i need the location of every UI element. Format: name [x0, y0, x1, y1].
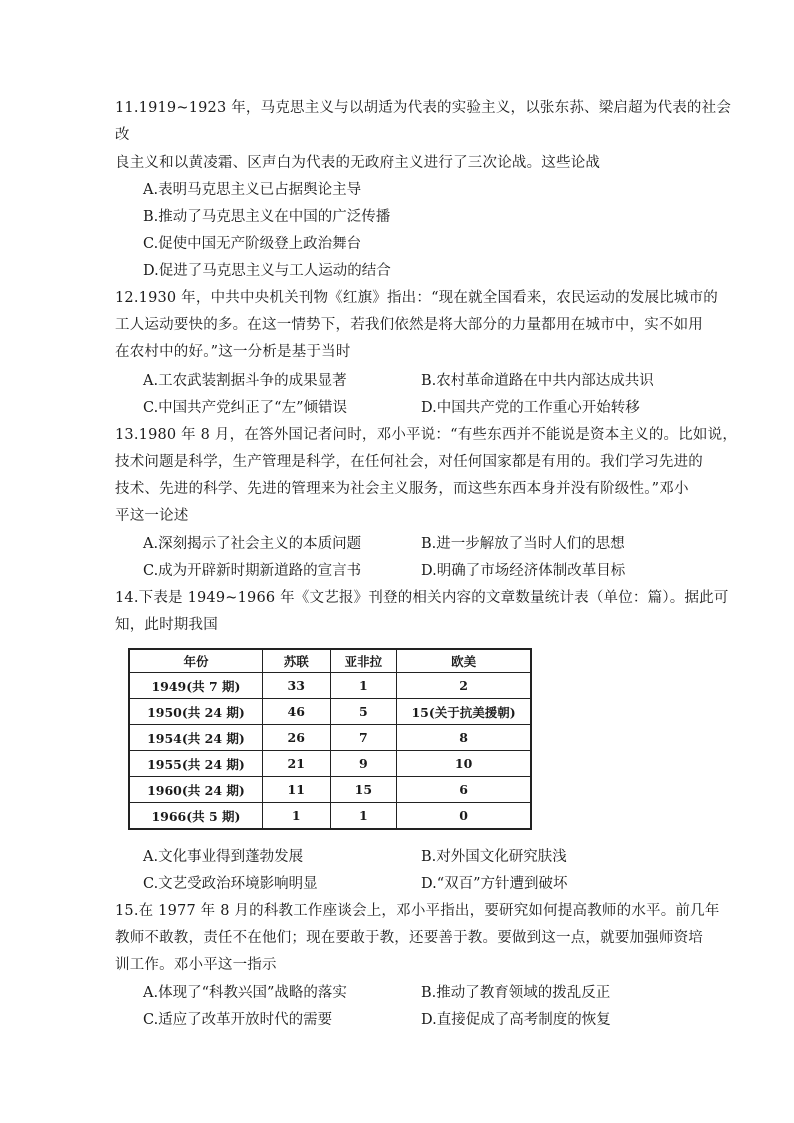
header-asia-africa-latam: 亚非拉 [330, 649, 397, 673]
cell-asia-africa-latam: 15 [330, 777, 397, 803]
cell-ussr: 46 [262, 699, 330, 725]
cell-year: 1954(共 24 期) [129, 725, 262, 751]
q12-option-d: D.中国共产党的工作重心开始转移 [421, 400, 640, 416]
table-row [129, 777, 531, 803]
q15-option-b: B.推动了教育领域的拨乱反正 [421, 985, 611, 1001]
q11-option-a: A.表明马克思主义已占据舆论主导 [143, 182, 362, 198]
q11-option-c: C.促使中国无产阶级登上政治舞台 [143, 236, 362, 252]
q15-option-d: D.直接促成了高考制度的恢复 [421, 1012, 611, 1028]
q11-option-d: D.促进了马克思主义与工人运动的结合 [143, 263, 391, 279]
cell-year: 1955(共 24 期) [129, 751, 262, 777]
header-year: 年份 [129, 649, 262, 673]
cell-asia-africa-latam: 1 [330, 803, 397, 830]
cell-ussr: 1 [262, 803, 330, 830]
cell-asia-africa-latam: 9 [330, 751, 397, 777]
table-header-row [129, 649, 531, 673]
cell-year: 1966(共 5 期) [129, 803, 262, 830]
cell-year: 1960(共 24 期) [129, 777, 262, 803]
cell-ussr: 11 [262, 777, 330, 803]
q13-stem-line2: 技术问题是科学，生产管理是科学，在任何社会，对任何国家都是有用的。我们学习先进的 [115, 454, 703, 470]
q12-option-a: A.工农武装割据斗争的成果显著 [143, 373, 347, 389]
q15-stem-line3: 训工作。邓小平这一指示 [115, 957, 277, 973]
cell-ussr: 21 [262, 751, 330, 777]
table-row [129, 699, 531, 725]
table-row [129, 803, 531, 830]
q15-option-c: C.适应了改革开放时代的需要 [143, 1012, 333, 1028]
q12-stem-line2: 工人运动要快的多。在这一情势下，若我们依然是将大部分的力量都用在城市中，实不如用 [115, 317, 703, 333]
cell-ussr: 26 [262, 725, 330, 751]
cell-asia-africa-latam: 1 [330, 673, 397, 699]
header-ussr: 苏联 [262, 649, 330, 673]
q12-option-c: C.中国共产党纠正了“左”倾错误 [143, 400, 348, 416]
q11-stem-line1: 11.1919~1923 年，马克思主义与以胡适为代表的实验主义，以张东荪、梁启超为代表的社会 [115, 100, 732, 116]
stats-table [128, 648, 532, 830]
q11-stem-line2: 改 [115, 127, 130, 143]
table-row [129, 751, 531, 777]
cell-asia-africa-latam: 7 [330, 725, 397, 751]
q13-option-c: C.成为开辟新时期新道路的宣言书 [143, 563, 362, 579]
cell-year: 1950(共 24 期) [129, 699, 262, 725]
q11-stem-line3: 良主义和以黄凌霜、区声白为代表的无政府主义进行了三次论战。这些论战 [115, 155, 601, 171]
q12-stem-line3: 在农村中的好。”这一分析是基于当时 [115, 344, 351, 360]
q15-option-a: A.体现了“科教兴国”战略的落实 [143, 985, 347, 1001]
q14-stem-line2: 知，此时期我国 [115, 617, 218, 633]
table-row [129, 673, 531, 699]
q15-stem-line2: 教师不敢教，责任不在他们；现在要敢于教，还要善于教。要做到这一点，就要加强师资培 [115, 930, 703, 946]
q12-option-b: B.农村革命道路在中共内部达成共识 [421, 373, 654, 389]
cell-year: 1949(共 7 期) [129, 673, 262, 699]
table-row [129, 725, 531, 751]
cell-asia-africa-latam: 5 [330, 699, 397, 725]
q14-option-a: A.文化事业得到蓬勃发展 [143, 849, 304, 865]
q15-stem-line1: 15.在 1977 年 8 月的科教工作座谈会上，邓小平指出，要研究如何提高教师的水平。前几年 [115, 903, 720, 919]
q13-option-b: B.进一步解放了当时人们的思想 [421, 536, 625, 552]
q12-stem-line1: 12.1930 年，中共中央机关刊物《红旗》指出：“现在就全国看来，农民运动的发展比城市的 [115, 290, 718, 306]
q11-option-b: B.推动了马克思主义在中国的广泛传播 [143, 209, 391, 225]
cell-europe-america: 15(关于抗美援朝) [397, 699, 531, 725]
q13-stem-line1: 13.1980 年 8 月，在答外国记者问时，邓小平说：“有些东西并不能说是资本主义的。比如说， [115, 427, 738, 443]
q13-option-a: A.深刻揭示了社会主义的本质问题 [143, 536, 362, 552]
q14-stem-line1: 14.下表是 1949~1966 年《文艺报》刊登的相关内容的文章数量统计表（单位：篇）。据此可 [115, 590, 729, 606]
q14-option-b: B.对外国文化研究肤浅 [421, 849, 567, 865]
cell-europe-america: 8 [397, 725, 531, 751]
header-europe-america: 欧美 [397, 649, 531, 673]
q13-stem-line3: 技术、先进的科学、先进的管理来为社会主义服务，而这些东西本身并没有阶级性。”邓小 [115, 481, 689, 497]
q13-stem-line4: 平这一论述 [115, 508, 189, 524]
q14-option-d: D.“双百”方针遭到破坏 [421, 876, 568, 892]
cell-europe-america: 0 [397, 803, 531, 830]
cell-ussr: 33 [262, 673, 330, 699]
cell-europe-america: 6 [397, 777, 531, 803]
q13-option-d: D.明确了市场经济体制改革目标 [421, 563, 626, 579]
cell-europe-america: 2 [397, 673, 531, 699]
cell-europe-america: 10 [397, 751, 531, 777]
q14-option-c: C.文艺受政治环境影响明显 [143, 876, 318, 892]
